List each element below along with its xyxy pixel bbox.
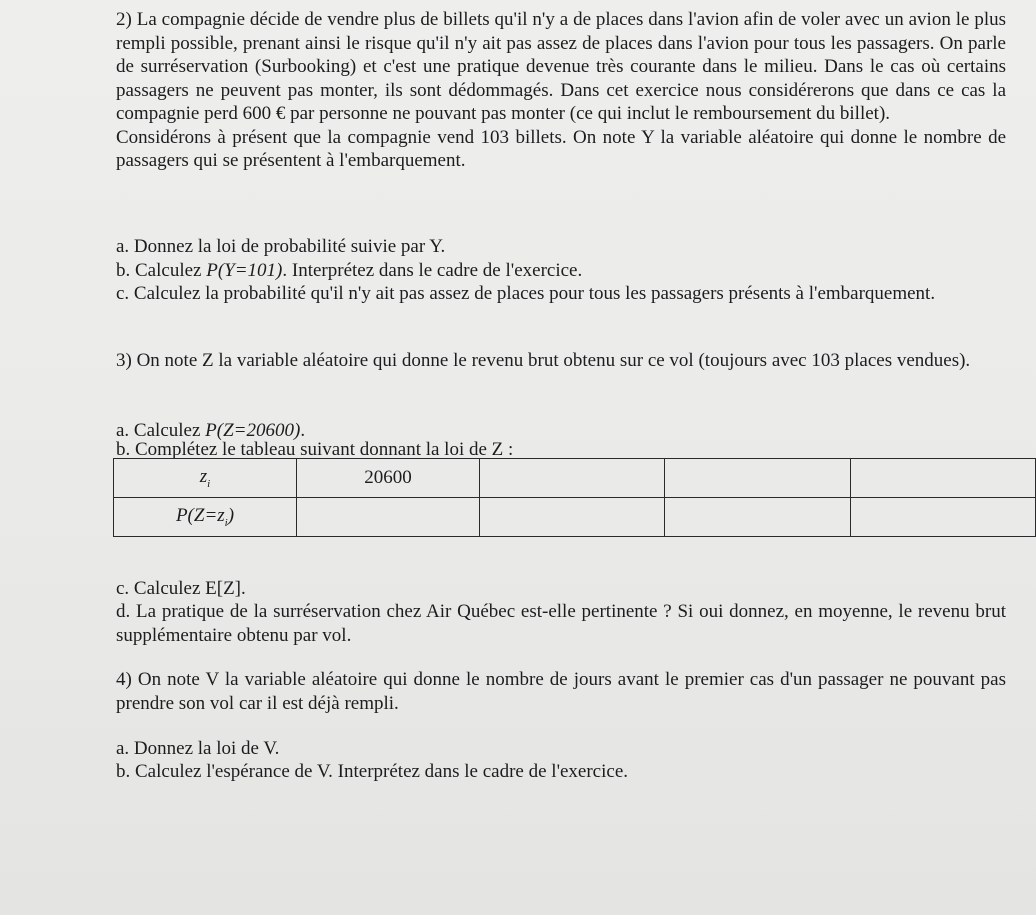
question-2c: c. Calculez la probabilité qu'il n'y ait pas assez de places pour tous les passagers présents à l'embarquement. — [116, 283, 936, 304]
question-3a-suffix: . — [300, 420, 306, 441]
table-cell: 20600 — [297, 459, 480, 498]
question-3a-prefix: a. Calculez — [116, 420, 201, 441]
table-cell — [665, 459, 850, 498]
question-4-intro: 4) On note V la variable aléatoire qui donne le nombre de jours avant le premier cas d'un passager ne pouvant pas prendre son vol car il est déjà rempli. — [116, 669, 1006, 714]
question-2b-prefix: b. Calculez — [116, 259, 202, 281]
table-cell — [850, 459, 1035, 498]
table-cell — [850, 498, 1035, 537]
question-2b-suffix: . Interprétez dans le cadre de l'exercice. — [282, 259, 583, 281]
probability-expression: P(Y=101) — [206, 259, 283, 281]
question-2-intro — [116, 8, 1006, 173]
table-row — [114, 459, 1036, 498]
question-2a: a. Donnez la loi de probabilité suivie par Y. — [116, 236, 446, 257]
question-3c: c. Calculez E[Z]. — [116, 578, 246, 599]
law-of-z-table — [113, 458, 1036, 537]
question-4b: b. Calculez l'espérance de V. Interprétez dans le cadre de l'exercice. — [116, 761, 629, 782]
table-cell — [480, 459, 665, 498]
question-3d: d. La pratique de la surréservation chez Air Québec est-elle pertinente ? Si oui donnez, en moyenne, le revenu brut supplémentaire obtenu par vol. — [116, 601, 1006, 646]
probability-expression: P(Z=20600) — [205, 420, 301, 441]
question-2-paragraph: Considérons à présent que la compagnie vend 103 billets. On note Y la variable aléatoire qui donne le nombre de passagers qui se présentent à l'embarquement. — [116, 126, 1006, 171]
table-cell — [665, 498, 850, 537]
table-cell — [297, 498, 480, 537]
question-3-intro: 3) On note Z la variable aléatoire qui donne le revenu brut obtenu sur ce vol (toujours avec 103 places vendues). — [116, 350, 971, 371]
table-header-zi: $z_i$ — [114, 459, 297, 498]
question-3b: b. Complétez le tableau suivant donnant la loi de Z : — [116, 439, 514, 460]
question-4a: a. Donnez la loi de V. — [116, 738, 280, 759]
table-cell — [480, 498, 665, 537]
table-header-probability: $P(Z=z_i)$ — [114, 498, 297, 537]
table-row — [114, 498, 1036, 537]
question-2b — [116, 259, 1006, 283]
question-2-items — [116, 235, 1006, 306]
question-2-paragraph: 2) La compagnie décide de vendre plus de billets qu'il n'y a de places dans l'avion afin de voler avec un avion le plus rempli possible, prenant ainsi le risque qu'il n'y ait pas assez de places dans l'avion pour tous les passagers. On parle de surréservation (Surbooking) et c'est une pratique devenue très courante dans le milieu. Dans le cas où certains passagers ne peuvent pas monter, ils sont dédommagés. Dans cet exercice nous considérerons que dans ce cas la compagnie perd 600 € par personne ne pouvant pas monter (ce qui inclut le remboursement du billet). — [116, 9, 1006, 124]
